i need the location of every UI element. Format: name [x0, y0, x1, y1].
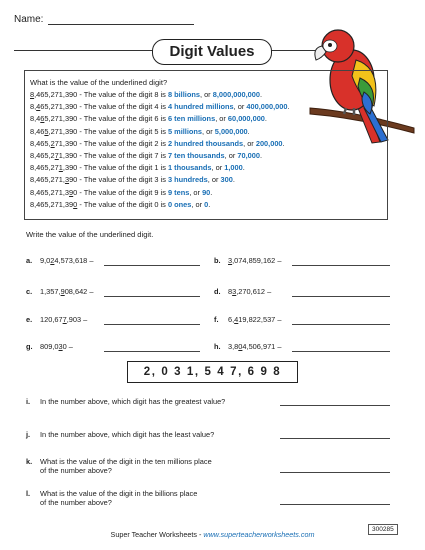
problem — [214, 256, 281, 265]
number-part: 90 — [69, 175, 78, 185]
number-part: 8,465, — [30, 138, 51, 148]
problem — [26, 256, 93, 265]
question-letter: l. — [26, 489, 31, 498]
digit-value: 8 billions — [167, 90, 200, 99]
example-text: - The value of the digit 1 is — [77, 163, 168, 173]
question-letter: k. — [26, 457, 33, 466]
separator: , or — [189, 187, 203, 197]
example-line — [30, 175, 235, 184]
problem — [214, 342, 281, 351]
digit-number: 300 — [220, 175, 233, 185]
question-text: What is the value of the digit in the ten millions place — [40, 457, 212, 466]
digit-value: 5 millions — [167, 126, 203, 136]
underlined-digit: 4 — [36, 102, 41, 112]
dash: – — [81, 315, 88, 324]
number-part: ,390 — [62, 163, 78, 173]
number-display: 2, 0 3 1, 5 4 7, 6 9 8 — [127, 361, 298, 383]
example-line — [30, 102, 290, 111]
separator: , or — [233, 102, 247, 112]
example-line — [30, 90, 262, 99]
number-part: 8,465,2 — [30, 151, 55, 160]
question-text: In the number above, which digit has the greatest value? — [40, 397, 226, 406]
problem-letter: c. — [26, 287, 33, 296]
digit-value: 2 hundred thousands — [167, 138, 244, 148]
worksheet-code: 300285 — [368, 524, 398, 535]
footer-url[interactable]: www.superteacherworksheets.com — [203, 530, 315, 539]
separator: , or — [211, 163, 225, 173]
question — [26, 397, 225, 406]
underlined-digit: 0 — [73, 199, 78, 209]
question — [26, 489, 197, 507]
question-text: In the number above, which digit has the least value? — [40, 430, 215, 439]
answer-line[interactable] — [280, 504, 390, 505]
underlined-digit: 2 — [50, 256, 55, 265]
number-part: 8,4 — [30, 114, 41, 124]
underlined-digit: 9 — [69, 187, 74, 197]
digit-number: 5,000,000 — [214, 126, 248, 136]
digit-number: 90 — [202, 187, 211, 197]
period: . — [282, 138, 285, 148]
underlined-digit: 7 — [62, 315, 67, 324]
underlined-digit: 6 — [40, 114, 45, 124]
separator: , or — [224, 151, 238, 160]
page-title: Digit Values — [152, 39, 272, 65]
dash: – — [275, 315, 282, 324]
example-line — [30, 163, 245, 172]
problem — [26, 315, 87, 324]
digit-number: 1,000 — [224, 163, 243, 173]
number-part: 65,271,390 — [40, 102, 78, 112]
problem-letter: b. — [214, 256, 221, 265]
example-text: - The value of the digit 6 is — [77, 114, 168, 124]
separator: , or — [243, 138, 256, 148]
dash: – — [275, 342, 282, 351]
example-line — [30, 188, 212, 197]
underlined-digit: 1 — [58, 163, 63, 173]
underlined-digit: 0 — [238, 342, 243, 351]
number-part: 4,573,618 — [54, 256, 88, 265]
footer — [0, 530, 425, 539]
digit-value: 9 tens — [167, 187, 190, 197]
question-text: What is the value of the digit in the billions place — [40, 489, 198, 498]
underlined-digit: 2 — [50, 138, 55, 148]
dash: – — [265, 287, 272, 296]
underlined-digit: 4 — [234, 315, 239, 324]
number-part: 9,0 — [40, 256, 51, 265]
digit-number: 60,000,000 — [227, 114, 265, 124]
answer-line[interactable] — [292, 351, 390, 352]
example-text: - The value of the digit 7 is — [77, 151, 168, 160]
number-part: 1,390 — [58, 151, 78, 160]
number-part: ,074,859,162 — [232, 256, 276, 265]
example-line — [30, 151, 262, 160]
example-line — [30, 114, 267, 123]
period: . — [210, 187, 213, 197]
number-part: 8,46 — [30, 126, 45, 136]
number-part: 4,506,971 — [242, 342, 276, 351]
problem-letter: g. — [26, 342, 33, 351]
digit-value: 4 hundred millions — [167, 102, 234, 112]
problem — [214, 315, 281, 324]
dash: – — [66, 342, 73, 351]
example-text: - The value of the digit 2 is — [77, 138, 168, 148]
example-line — [30, 139, 285, 148]
problem-letter: e. — [26, 315, 33, 324]
number-part: 0 — [62, 342, 67, 351]
name-label: Name: — [14, 14, 44, 25]
number-part: 1,357, — [40, 287, 61, 296]
example-text: - The value of the digit 4 is — [77, 102, 168, 112]
number-part: 8,465,271, — [30, 175, 65, 185]
problem — [214, 287, 271, 296]
underlined-digit: 3 — [232, 287, 237, 296]
number-part: 8,465,271,3 — [30, 187, 70, 197]
number-part: ,903 — [66, 315, 82, 324]
underlined-digit: 7 — [54, 151, 59, 160]
separator: , or — [202, 126, 215, 136]
problem-letter: f. — [214, 315, 219, 324]
answer-line[interactable] — [292, 324, 390, 325]
separator: , or — [199, 90, 213, 99]
question-text: of the number above? — [40, 498, 112, 507]
period: . — [264, 114, 267, 124]
period: . — [242, 163, 245, 173]
digit-number: 200,000 — [255, 138, 283, 148]
question-letter: i. — [26, 397, 31, 406]
number-part: 6, — [228, 315, 235, 324]
number-part: 71,390 — [54, 138, 78, 148]
number-part: 5,271,390 — [44, 114, 78, 124]
footer-text: Super Teacher Worksheets - — [110, 530, 204, 539]
number-part: 19,822,537 — [238, 315, 276, 324]
separator: , or — [191, 199, 205, 209]
separator: , or — [207, 175, 221, 185]
underlined-digit: 3 — [228, 256, 233, 265]
answer-line[interactable] — [280, 438, 390, 439]
answer-line[interactable] — [292, 265, 390, 266]
answer-line[interactable] — [104, 324, 200, 325]
period: . — [232, 175, 235, 185]
number-part: ,271,390 — [48, 126, 78, 136]
answer-line[interactable] — [292, 296, 390, 297]
problem-letter: d. — [214, 287, 221, 296]
example-text: - The value of the digit 5 is — [77, 126, 168, 136]
problem-letter: h. — [214, 342, 221, 351]
number-part: ,465,271,390 — [34, 90, 78, 99]
period: . — [259, 151, 263, 160]
digit-value: 7 ten thousands — [167, 151, 225, 160]
dash: – — [275, 256, 282, 265]
example-text: - The value of the digit 0 is — [77, 199, 168, 209]
problem — [26, 287, 93, 296]
number-part: ,270,612 — [236, 287, 266, 296]
underlined-digit: 8 — [30, 90, 35, 99]
digit-number: 400,000,000 — [246, 102, 288, 112]
digit-value: 0 ones — [167, 199, 192, 209]
period: . — [259, 90, 263, 99]
underlined-digit: 5 — [44, 126, 49, 136]
digit-value: 6 ten millions — [167, 114, 216, 124]
dash: – — [87, 287, 94, 296]
number-part: 0 — [73, 187, 78, 197]
number-part: 8 — [228, 287, 233, 296]
answer-line[interactable] — [280, 405, 390, 406]
example-line — [30, 200, 210, 209]
example-text: - The value of the digit 9 is — [77, 187, 168, 197]
instructions: Write the value of the underlined digit. — [26, 230, 154, 239]
period: . — [287, 102, 290, 112]
answer-line[interactable] — [104, 265, 200, 266]
underlined-digit: 3 — [64, 175, 70, 185]
number-part: 3,8 — [228, 342, 239, 351]
underlined-digit: 3 — [58, 342, 63, 351]
number-part: 08,642 — [64, 287, 88, 296]
dash: – — [87, 256, 94, 265]
name-answer-line[interactable] — [48, 24, 194, 25]
digit-number: 8,000,000,000 — [212, 90, 260, 99]
example-text: - The value of the digit 3 is — [77, 175, 168, 185]
digit-number: 70,000 — [237, 151, 260, 160]
question-text: of the number above? — [40, 466, 112, 475]
question — [26, 457, 212, 475]
number-part: 8,465,27 — [30, 163, 59, 173]
example-question: What is the value of the underlined digit? — [30, 78, 168, 87]
question — [26, 430, 214, 439]
number-part: 120,67 — [40, 315, 63, 324]
period: . — [208, 199, 211, 209]
answer-line[interactable] — [104, 296, 200, 297]
answer-line[interactable] — [104, 351, 200, 352]
number-part: 809,0 — [40, 342, 59, 351]
title-rule-left — [14, 50, 154, 51]
underlined-digit: 9 — [60, 287, 65, 296]
period: . — [247, 126, 250, 136]
digit-value: 1 thousands — [167, 163, 212, 173]
digit-value: 3 hundreds — [167, 175, 208, 185]
question-letter: j. — [26, 430, 31, 439]
answer-line[interactable] — [280, 472, 390, 473]
example-text: - The value of the digit 8 is — [77, 90, 168, 99]
number-part: 8, — [30, 102, 37, 112]
example-line — [30, 127, 250, 136]
parrot-eye — [328, 43, 332, 47]
digit-number: 0 — [204, 199, 209, 209]
problem-letter: a. — [26, 256, 33, 265]
separator: , or — [215, 114, 228, 124]
number-part: 8,465,271,39 — [30, 199, 74, 209]
problem — [26, 342, 73, 351]
